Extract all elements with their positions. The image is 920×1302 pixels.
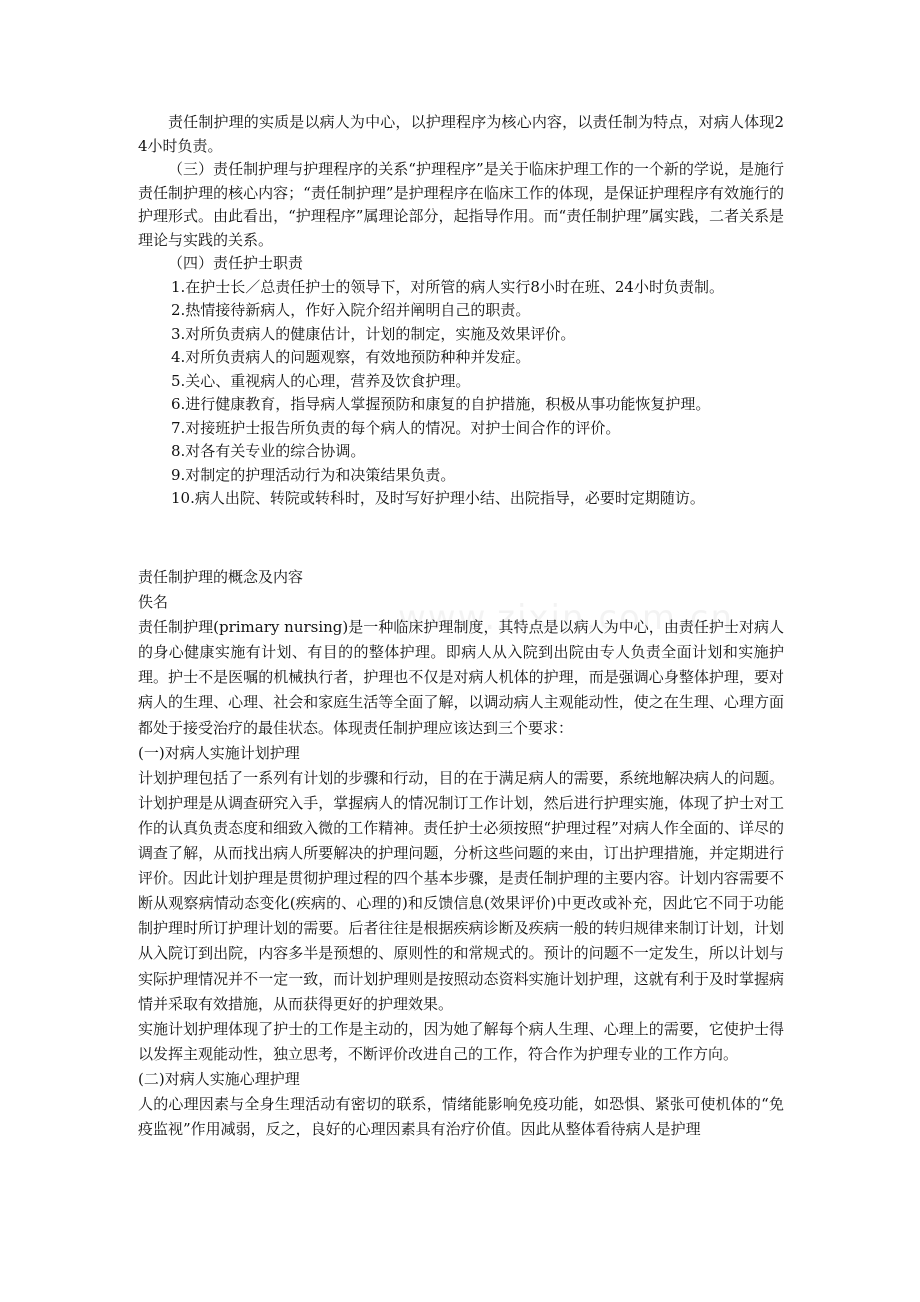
list-item: 1.在护士长／总责任护士的领导下，对所管的病人实行8小时在班、24小时负责制。: [171, 277, 724, 296]
duties-list: [138, 276, 784, 511]
list-item: 7.对接班护士报告所负责的每个病人的情况。对护士间合作的评价。: [171, 418, 621, 437]
relation-paragraph: （三）责任制护理与护理程序的关系“护理程序”是关于临床护理工作的一个新的学说，是施行责任制护理的核心内容；“责任制护理”是护理程序在临床工作的体现，是保证护理程序有效施行的护理形式。由此看出，“护理程序”属理论部分，起指导作用。而“责任制护理”属实践，二者关系是理论与实践的关系。: [138, 160, 784, 249]
list-item: 9.对制定的护理活动行为和决策结果负责。: [171, 465, 456, 484]
section-two: [138, 565, 784, 1142]
list-item: 6.进行健康教育，指导病人掌握预防和康复的自护措施，积极从事功能恢复护理。: [171, 395, 711, 413]
list-item: 3.对所负责病人的健康估计，计划的制定，实施及效果评价。: [171, 324, 576, 343]
subheading-plan-care: (一)对病人实施计划护理: [138, 743, 300, 762]
list-item: 10.病人出院、转院或转科时，及时写好护理小结、出院指导，必要时定期随访。: [171, 489, 705, 507]
list-item: 4.对所负责病人的问题观察，有效地预防种种并发症。: [171, 348, 531, 366]
list-item: 2.热情接待新病人，作好入院介绍并阐明自己的职责。: [171, 301, 531, 319]
subheading-psych-care: (二)对病人实施心理护理: [138, 1069, 300, 1088]
duties-heading: （四）责任护士职责: [168, 254, 304, 272]
article-title: 责任制护理的概念及内容: [138, 568, 304, 586]
article-author: 佚名: [138, 593, 169, 612]
plan-care-paragraph: 计划护理包括了一系列有计划的步骤和行动，目的在于满足病人的需要，系统地解决病人的问题。计划护理是从调查研究入手，掌握病人的情况制订工作计划，然后进行护理实施，体现了护士对工作的认真负责态度和细致入微的工作精神。责任护士必须按照“护理过程”对病人作全面的、详尽的调查了解，从而找出病人所要解决的护理问题，分析这些问题的来由，订出护理措施，并定期进行评价。因此计划护理是贯彻护理过程的四个基本步骤，是责任制护理的主要内容。计划内容需要不断从观察病情动态变化(疾病的、心理的)和反馈信息(效果评价)中更改或补充，因此它不同于功能制护理时所订护理计划的需要。后者往往是根据疾病诊断及疾病一般的转归规律来制订计划，计划从入院订到出院，内容多半是预想的、原则性的和常规式的。预计的问题不一定发生，所以计划与实际护理情况并不一定一致，而计划护理则是按照动态资料实施计划护理，这就有利于及时掌握病情并采取有效措施，从而获得更好的护理效果。: [138, 768, 784, 1013]
intro-paragraph: 责任制护理的实质是以病人为中心，以护理程序为核心内容，以责任制为特点，对病人体现24小时负责。: [138, 113, 784, 155]
definition-paragraph: 责任制护理(primary nursing)是一种临床护理制度，其特点是以病人为中心，由责任护士对病人的身心健康实施有计划、有目的的整体护理。即病人从入院到出院由专人负责全面计划和实施护理。护士不是医嘱的机械执行者，护理也不仅是对病人机体的护理，而是强调心身整体护理，要对病人的生理、心理、社会和家庭生活等全面了解，以调动病人主观能动性，使之在生理、心理方面都处于接受治疗的最佳状态。体现责任制护理应该达到三个要求：: [138, 618, 784, 737]
psych-care-paragraph: 人的心理因素与全身生理活动有密切的联系，情绪能影响免疫功能，如恐惧、紧张可使机体的“免疫监视”作用减弱，反之，良好的心理因素具有治疗价值。因此从整体看待病人是护理: [138, 1094, 784, 1139]
section-one: [138, 111, 784, 511]
list-item: 8.对各有关专业的综合协调。: [171, 442, 366, 460]
plan-care-value-paragraph: 实施计划护理体现了护士的工作是主动的，因为她了解每个病人生理、心理上的需要，它使护士得以发挥主观能动性，独立思考，不断评价改进自己的工作，符合作为护理专业的工作方向。: [138, 1019, 784, 1063]
list-item: 5.关心、重视病人的心理，营养及饮食护理。: [171, 371, 471, 390]
